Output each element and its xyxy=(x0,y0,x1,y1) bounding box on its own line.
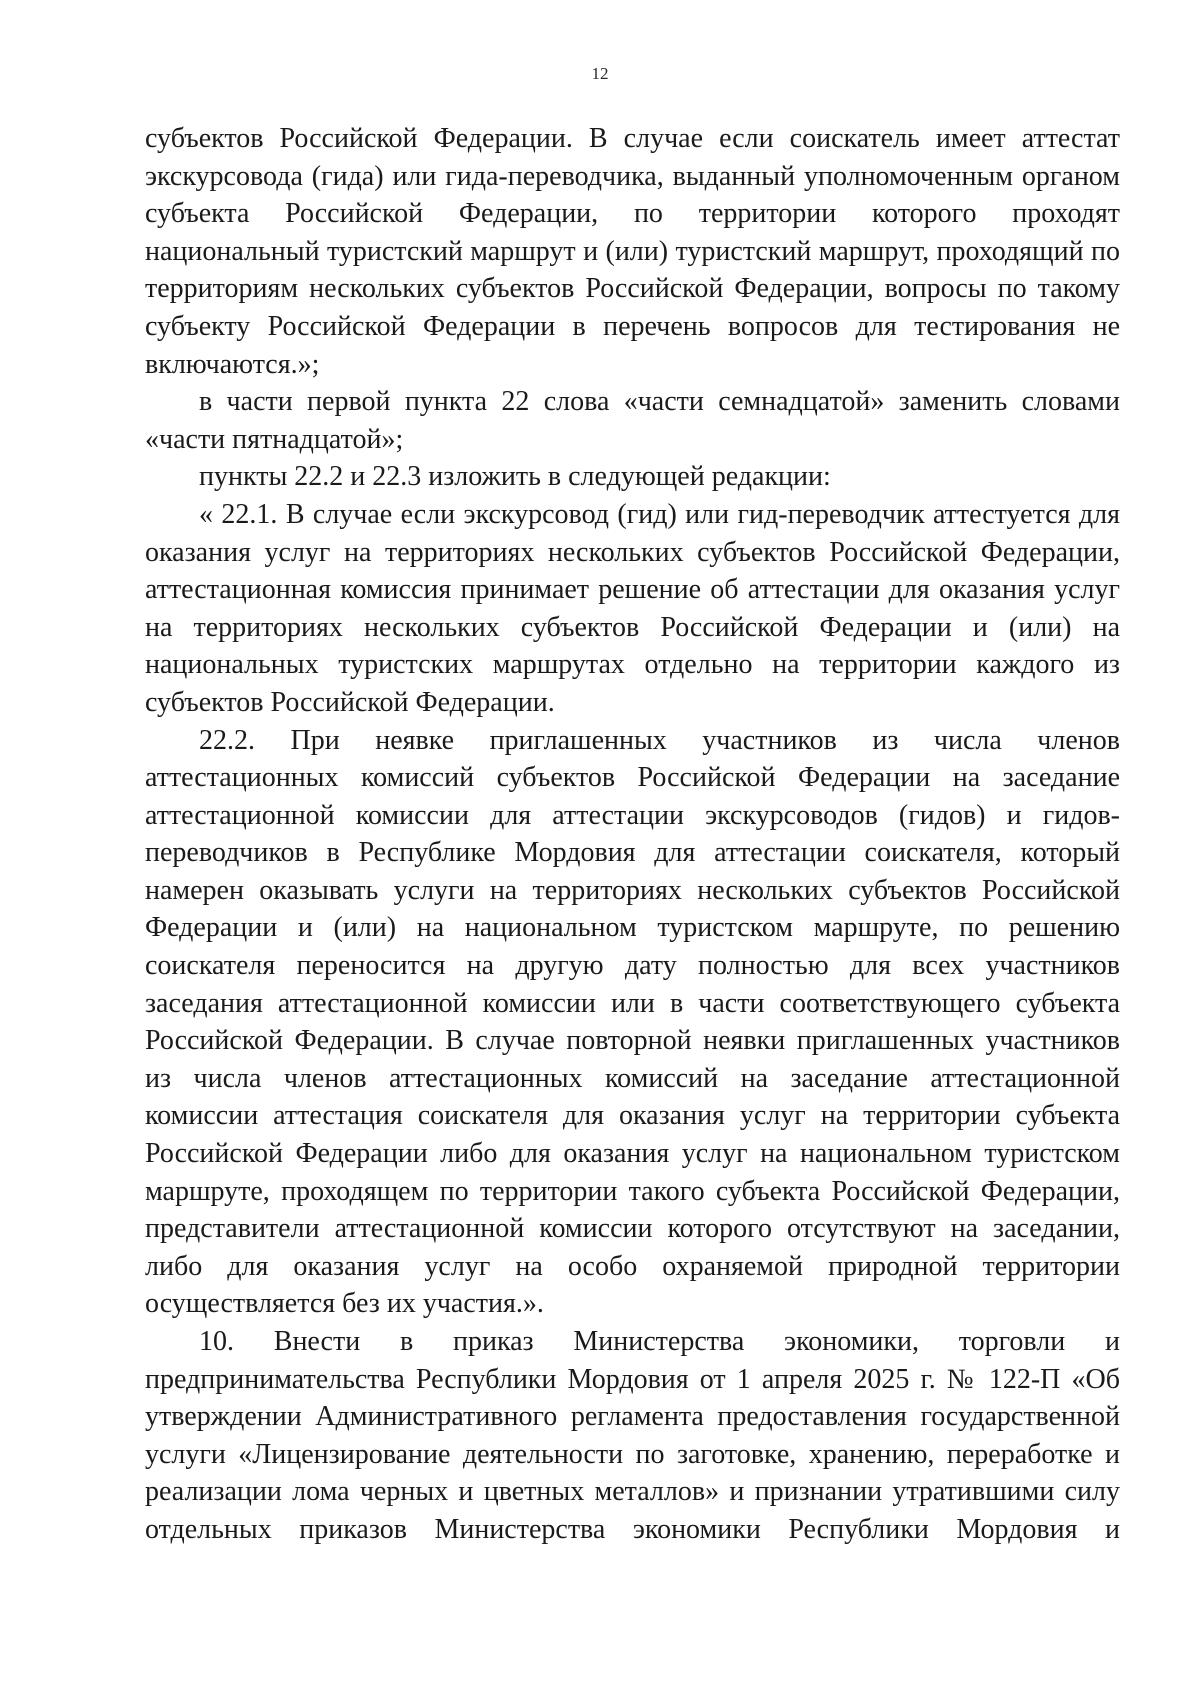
page-number: 12 xyxy=(591,64,609,83)
paragraph-point-22-1: « 22.1. В случае если экскурсовод (гид) или гид-переводчик аттестуется для оказания услуг на территориях нескольких субъектов Российской Федерации, аттестационная комиссия принимает решение об аттестации для оказания услуг на территориях нескольких субъектов Российской Федерации и (или) на национальных туристских маршрутах отдельно на территории каждого из субъектов Российской Федерации. xyxy=(145,498,1120,718)
paragraph-item-10: 10. Внести в приказ Министерства экономики, торговли и предпринимательства Республики Мордовия от 1 апреля 2025 г. № 122-П «Об утверждении Административного регламента предоставления государственной услуги «Лицензирование деятельности по заготовке, хранению, переработке и реализации лома черных и цветных металлов» и признании утратившими силу отдельных приказов Министерства экономики Республики Мордовия и xyxy=(145,1326,1120,1545)
paragraph-amend-point-22: в части первой пункта 22 слова «части семнадцатой» заменить словами «части пятнадцатой»; xyxy=(145,386,1120,455)
document-body xyxy=(145,120,1120,1549)
paragraph-continuation-testing-questions: субъектов Российской Федерации. В случае если соискатель имеет аттестат экскурсовода (гида) или гида-переводчика, выданный уполномоченным органом субъекта Российской Федерации, по территории которого проходят национальный туристский маршрут и (или) туристский маршрут, проходящий по территориям нескольких субъектов Российской Федерации, вопросы по такому субъекту Российской Федерации в перечень вопросов для тестирования не включаются.»; xyxy=(145,123,1120,380)
paragraph-points-22-2-22-3: пункты 22.2 и 22.3 изложить в следующей редакции: xyxy=(199,461,831,493)
paragraph-point-22-2: 22.2. При неявке приглашенных участников из числа членов аттестационных комиссий субъектов Российской Федерации на заседание аттестационной комиссии для аттестации экскурсоводов (гидов) и гидов-переводчиков в Республике Мордовия для аттестации соискателя, который намерен оказывать услуги на территориях нескольких субъектов Российской Федерации и (или) на национальном туристском маршруте, по решению соискателя переносится на другую дату полностью для всех участников заседания аттестационной комиссии или в части соответствующего субъекта Российской Федерации. В случае повторной неявки приглашенных участников из числа членов аттестационных комиссий на заседание аттестационной комиссии аттестация соискателя для оказания услуг на территории субъекта Российской Федерации либо для оказания услуг на национальном туристском маршруте, проходящем по территории такого субъекта Российской Федерации, представители аттестационной комиссии которого отсутствуют на заседании, либо для оказания услуг на особо охраняемой природной территории осуществляется без их участия.». xyxy=(145,724,1120,1320)
